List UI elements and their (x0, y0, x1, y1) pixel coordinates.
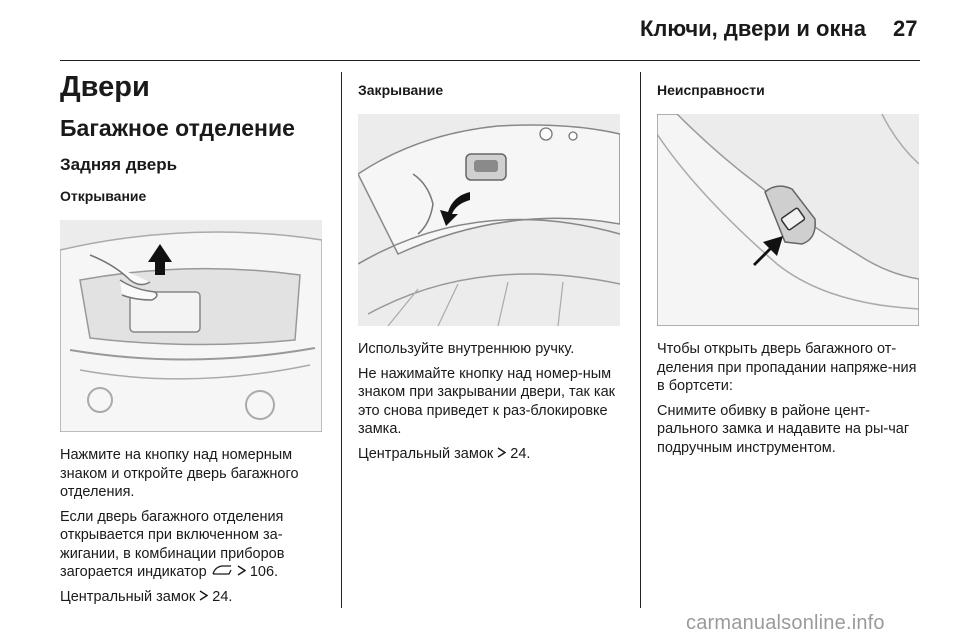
column-divider-right (640, 72, 641, 608)
column-2 (358, 70, 622, 469)
column-divider-left (341, 72, 342, 608)
paragraph-central-lock-ref (358, 445, 622, 464)
indicator-page-reference[interactable]: 106. (249, 564, 279, 580)
figure-opening (60, 220, 322, 432)
section-heading-doors: Двери (60, 71, 150, 103)
page-reference-arrow-icon (497, 445, 506, 464)
figure-malfunctions (657, 114, 919, 326)
central-lock-ref-text: Центральный замок (60, 588, 200, 605)
column-1 (60, 70, 324, 612)
section-heading-opening: Открывание (60, 188, 147, 204)
central-lock-ref-text: Центральный замок (358, 445, 498, 462)
figure-closing (358, 114, 620, 326)
paragraph-use-inner-handle: Используйте внутреннюю ручку. (358, 341, 575, 357)
section-heading-closing: Закрывание (358, 82, 444, 98)
section-heading-tailgate: Задняя дверь (60, 155, 178, 174)
watermark: carmanualsonline.info (686, 612, 885, 634)
page-header-title: Ключи, двери и окна (640, 16, 866, 41)
section-heading-malfunctions: Неисправности (657, 82, 765, 98)
central-lock-page-reference[interactable]: 24. (212, 588, 233, 605)
paragraph-indicator-note (60, 508, 324, 582)
column-3 (657, 70, 921, 463)
section-heading-trunk: Багажное отделение (60, 115, 295, 141)
page-number: 27 (893, 16, 918, 41)
paragraph-emergency-release: Снимите обивку в районе цент-рального замка и надавите на ры-чаг подручным инструментом. (657, 402, 910, 456)
paragraph-closing-warning: Не нажимайте кнопку над номер-ным знаком при закрывании двери, так как это снова приведет к раз-блокировке замка. (358, 365, 615, 437)
central-lock-page-reference[interactable]: 24. (510, 445, 531, 462)
paragraph-power-failure-intro: Чтобы открыть дверь багажного от-деления при пропадании напряже-ния в бортсети: (657, 341, 917, 394)
page-reference-arrow-icon (237, 563, 246, 582)
paragraph-central-lock-ref (60, 588, 324, 607)
page-reference-arrow-icon (199, 588, 208, 607)
header-rule (60, 60, 920, 61)
paragraph-opening-instruction: Нажмите на кнопку над номерным знаком и откройте дверь багажного отделения. (60, 447, 299, 500)
indicator-note-text: Если дверь багажного отделения открывается при включенном за-жигании, в комбинации приборов загорается индикатор (60, 508, 285, 580)
open-tailgate-indicator-icon (211, 563, 233, 582)
